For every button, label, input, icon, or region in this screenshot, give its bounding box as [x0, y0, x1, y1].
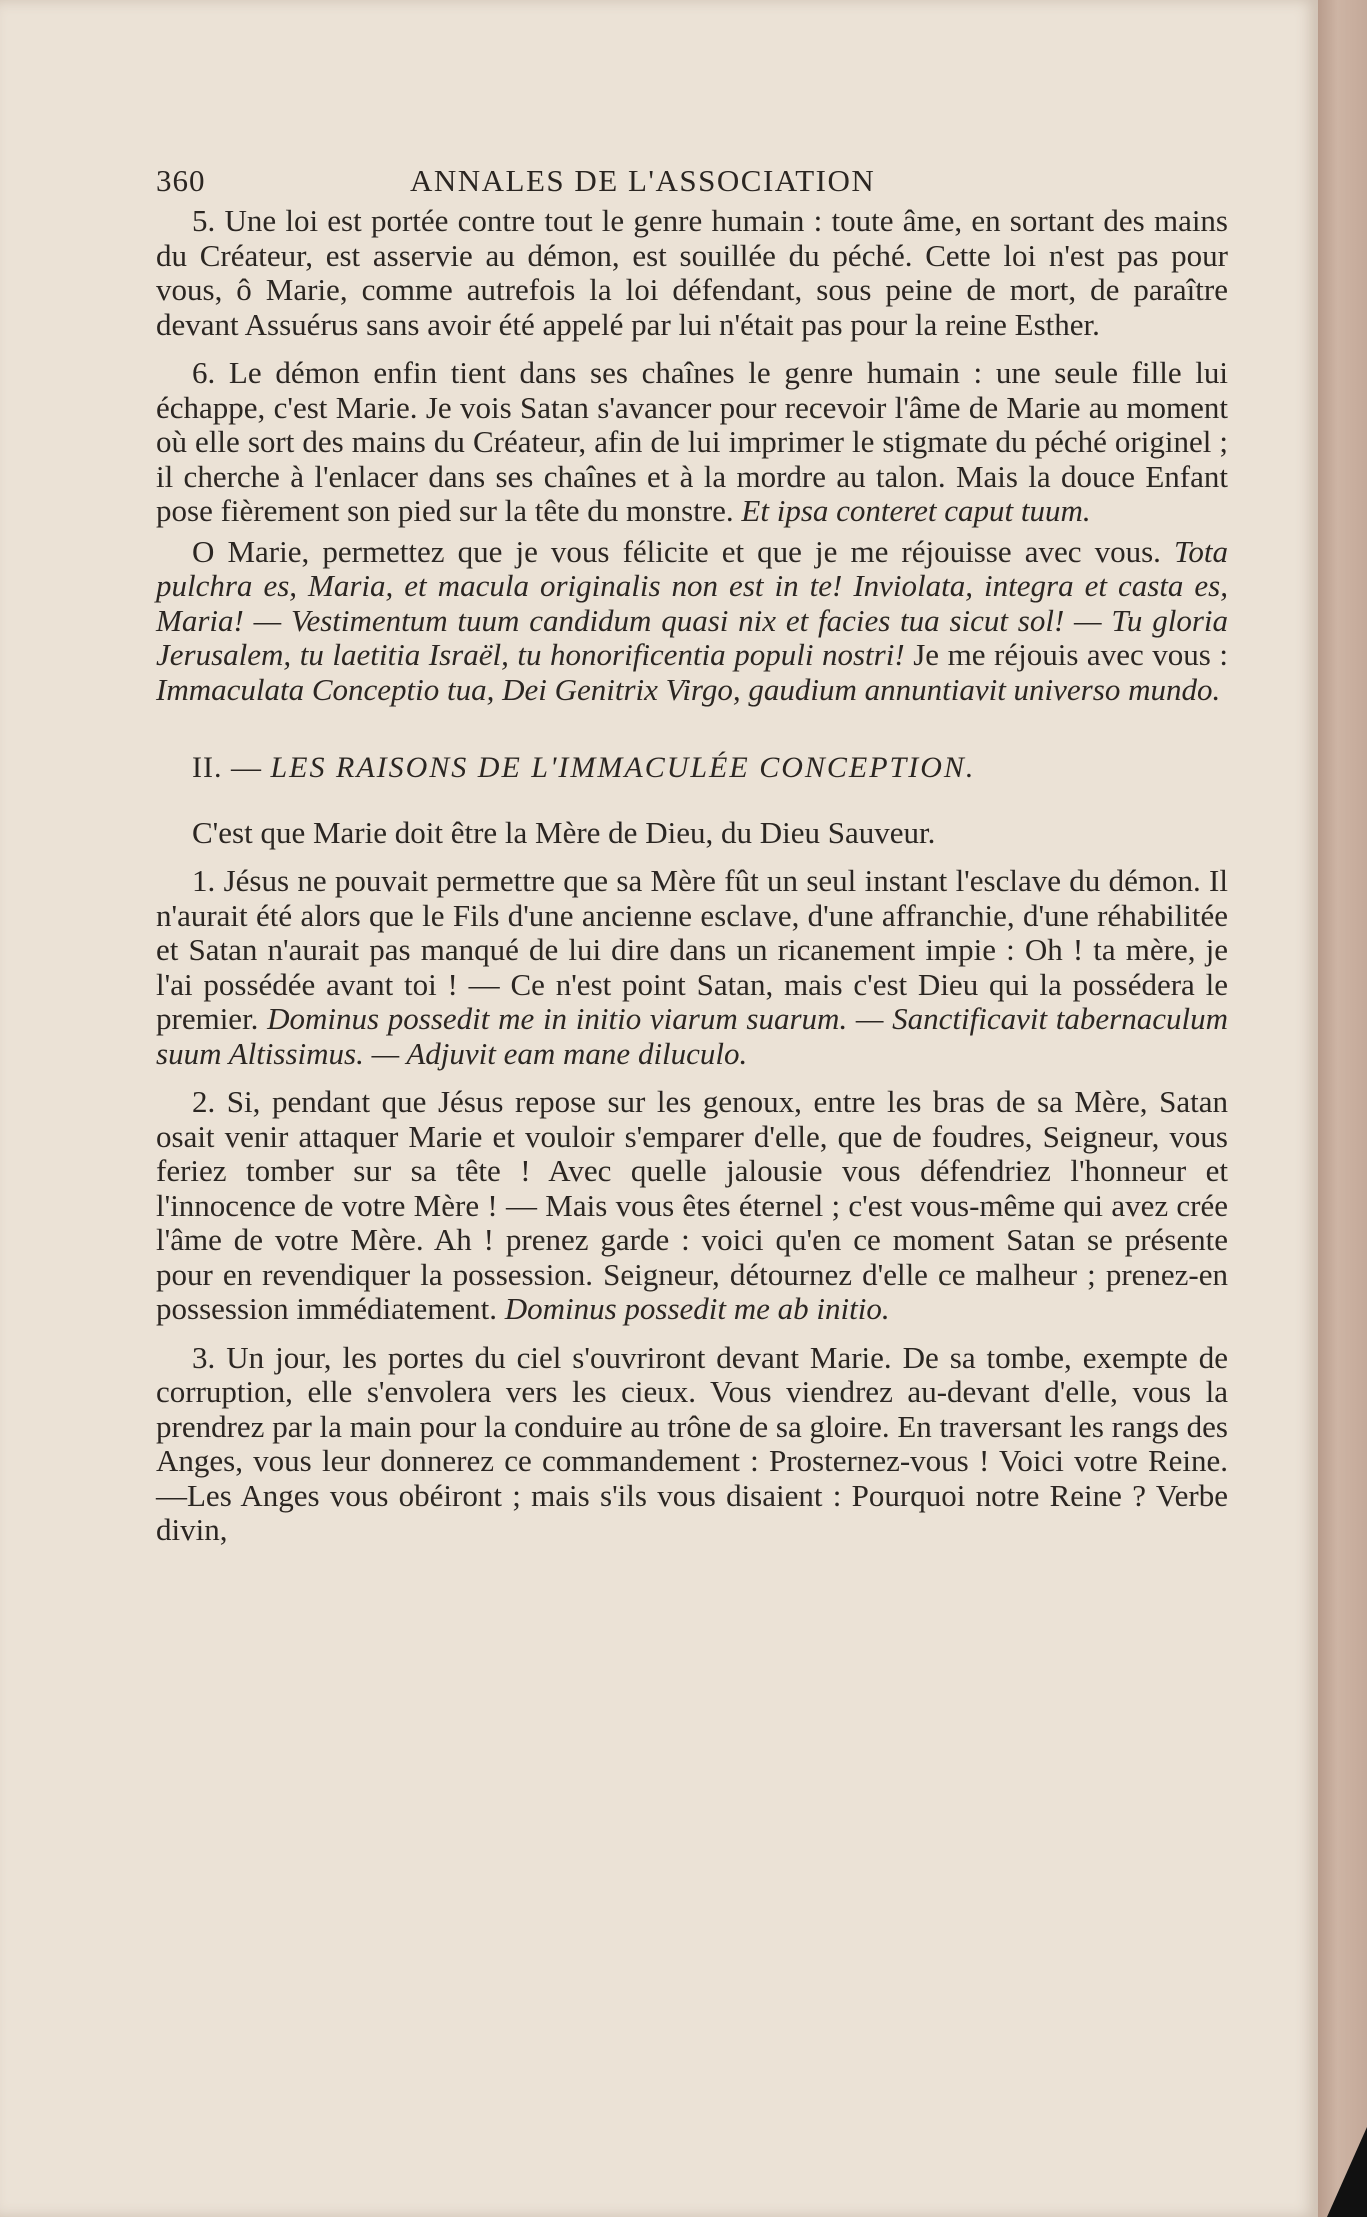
running-header: [156, 160, 1228, 200]
paragraph-5: 5. Une loi est portée contre tout le genre humain : toute âme, en sortant des mains du Créateur, est asservie au démon, est souillée du péché. Cette loi n'est pas pour vous, ô Marie, comme autrefois la loi défendant, sous peine de mort, de paraître devant Assuérus sans avoir été appelé par lui n'était pas pour la reine Esther.: [156, 203, 1228, 342]
paragraph-6-text: 6. Le démon enfin tient dans ses chaînes le genre humain : une seule fille lui échappe, c'est Marie. Je vois Satan s'avancer pour recevoir l'âme de Marie au moment où elle sort des mains du Créateur, afin de lui imprimer le stigmate du péché originel ; il cherche à l'enlacer dans ses chaînes et à la mordre au talon. Mais la douce Enfant pose fièrement son pied sur la tête du monstre.: [156, 355, 1228, 528]
section-title: LES RAISONS DE L'IMMACULÉE CONCEPTION.: [270, 751, 976, 784]
page-content: [156, 160, 1228, 1562]
paragraph-7: [156, 535, 1228, 708]
paragraph-6: [156, 356, 1228, 529]
paragraph-7-text-1: O Marie, permettez que je vous félicite et que je me réjouisse avec vous.: [192, 533, 1174, 569]
section-paragraph-1: [156, 864, 1228, 1071]
paragraph-7-latin-2: Immaculata Conceptio tua, Dei Genitrix Virgo, gaudium annuntiavit universo mundo.: [156, 671, 1221, 707]
page-number: 360: [156, 163, 206, 198]
running-title: ANNALES DE L'ASSOCIATION: [410, 163, 876, 198]
page-edge: [1318, 0, 1367, 2217]
paragraph-7-latin-1: Tota pulchra es, Maria, et macula originalis non est in te! Inviolata, integra et casta es, Maria! — Vestimentum tuum candidum quasi nix et facies tua sicut sol! — Tu gloria Jerusalem, tu laetitia Israël, tu honorificentia populi nostri!: [156, 533, 1228, 672]
section-intro: C'est que Marie doit être la Mère de Dieu, du Dieu Sauveur.: [192, 814, 936, 850]
section-paragraph-3: 3. Un jour, les portes du ciel s'ouvriront devant Marie. De sa tombe, exempte de corruption, elle s'envolera vers les cieux. Vous viendrez au-devant d'elle, vous la prendrez par la main pour la conduire au trône de sa gloire. En traversant les rangs des Anges, vous leur donnerez ce commandement : Prosternez-vous ! Voici votre Reine.—Les Anges vous obéiront ; mais s'ils vous disaient : Pourquoi notre Reine ? Verbe divin,: [156, 1339, 1228, 1547]
paragraph-7-text-2: Je me réjouis avec vous :: [904, 637, 1228, 672]
section-paragraph-1-latin: Dominus possedit me in initio viarum suarum. — Sanctificavit tabernaculum suum Altissimus. — Adjuvit eam mane diluculo.: [156, 1001, 1229, 1071]
corner-shadow: [1327, 2127, 1367, 2217]
paragraph-6-latin: Et ipsa conteret caput tuum.: [741, 493, 1091, 528]
section-paragraph-2-text: 2. Si, pendant que Jésus repose sur les genoux, entre les bras de sa Mère, Satan osait venir attaquer Marie et vouloir s'emparer d'elle, que de foudres, Seigneur, vous feriez tomber sur sa tête ! Avec quelle jalousie vous défendriez l'honneur et l'innocence de votre Mère ! — Mais vous êtes éternel ; c'est vous-même qui avez crée l'âme de votre Mère. Ah ! prenez garde : voici qu'en ce moment Satan se présente pour en revendiquer la possession. Seigneur, détournez d'elle ce malheur ; prenez-en possession immédiatement.: [156, 1084, 1228, 1326]
section-heading: [192, 751, 1228, 786]
section-numeral: II. —: [192, 751, 271, 784]
section-paragraph-1-text: 1. Jésus ne pouvait permettre que sa Mère fût un seul instant l'esclave du démon. Il n'aurait été alors que le Fils d'une ancienne esclave, d'une affranchie, d'une réhabilitée et Satan n'aurait pas manqué de lui dire dans un ricanement impie : Oh ! ta mère, je l'ai possédée avant toi ! — Ce n'est point Satan, mais c'est Dieu qui la possédera le premier.: [156, 863, 1228, 1036]
section-paragraph-2: [156, 1085, 1228, 1327]
section-paragraph-2-latin: Dominus possedit me ab initio.: [504, 1291, 890, 1326]
